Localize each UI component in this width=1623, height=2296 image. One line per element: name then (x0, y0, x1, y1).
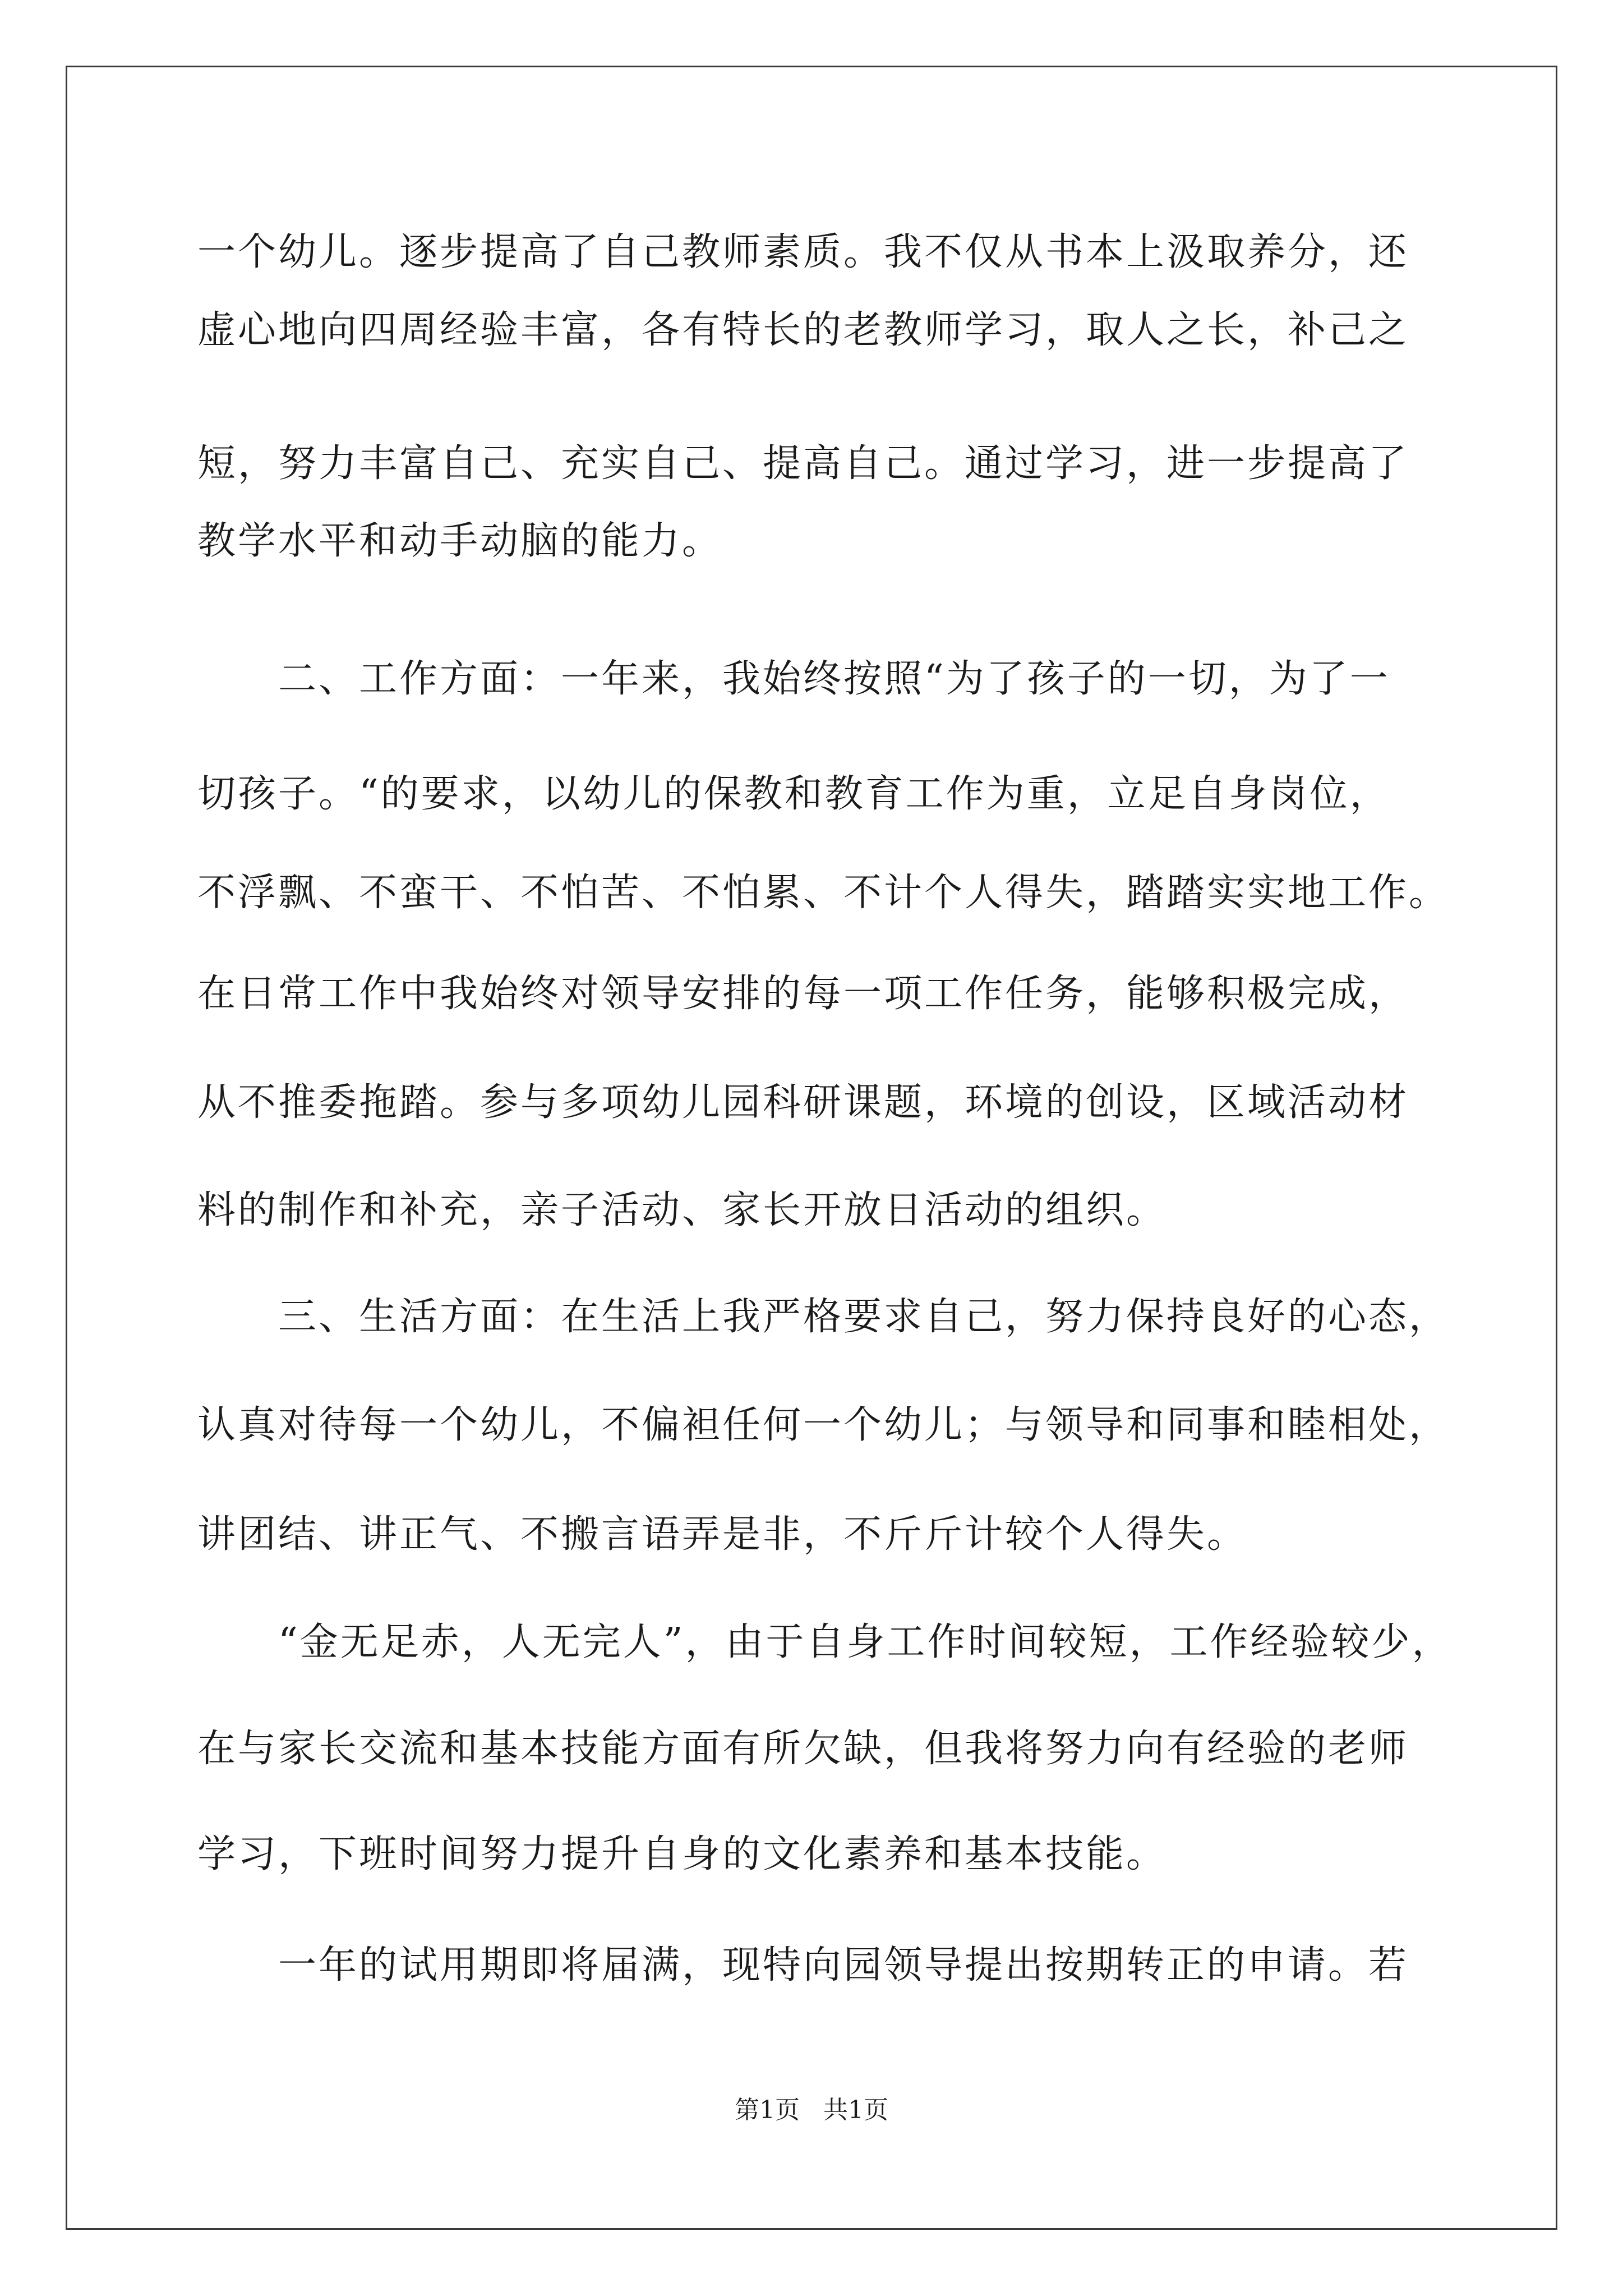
text-line: 料的制作和补充，亲子活动、家长开放日活动的组织。 (197, 1188, 1167, 1232)
page-border (66, 66, 1557, 2230)
text-line: 从不推委拖踏。参与多项幼儿园科研课题，环境的创设，区域活动材 (197, 1080, 1409, 1125)
text-line: 在日常工作中我始终对领导安排的每一项工作任务，能够积极完成， (197, 972, 1409, 1016)
paragraph-start-line: 三、生活方面：在生活上我严格要求自己，努力保持良好的心态， (197, 1295, 1450, 1339)
text-line: 虚心地向四周经验丰富，各有特长的老教师学习，取人之长，补己之 (197, 308, 1409, 352)
page-footer: 第1页 共1页 (735, 2096, 888, 2124)
paragraph-start-line: 一年的试用期即将届满，现特向园领导提出按期转正的申请。若 (197, 1943, 1409, 1987)
text-line: 不浮飘、不蛮干、不怕苦、不怕累、不计个人得失，踏踏实实地工作。 (197, 871, 1450, 915)
text-line: 认真对待每一个幼儿，不偏袒任何一个幼儿；与领导和同事和睦相处， (197, 1403, 1450, 1447)
text-line: 教学水平和动手动脑的能力。 (197, 519, 723, 563)
text-line: 学习，下班时间努力提升自身的文化素养和基本技能。 (197, 1832, 1167, 1876)
text-line: 一个幼儿。逐步提高了自己教师素质。我不仅从书本上汲取养分，还 (197, 230, 1409, 274)
text-line: 短，努力丰富自己、充实自己、提高自己。通过学习，进一步提高了 (197, 441, 1409, 486)
paragraph-start-line: 二、工作方面：一年来，我始终按照“为了孩子的一切，为了一 (197, 657, 1390, 701)
text-line: 讲团结、讲正气、不搬言语弄是非，不斤斤计较个人得失。 (197, 1512, 1248, 1557)
text-line: 在与家长交流和基本技能方面有所欠缺，但我将努力向有经验的老师 (197, 1727, 1409, 1771)
paragraph-start-line: “金无足赤，人无完人”，由于自身工作时间较短，工作经验较少， (197, 1620, 1453, 1664)
text-line: 切孩子。“的要求，以幼儿的保教和教育工作为重，立足自身岗位， (197, 772, 1390, 816)
